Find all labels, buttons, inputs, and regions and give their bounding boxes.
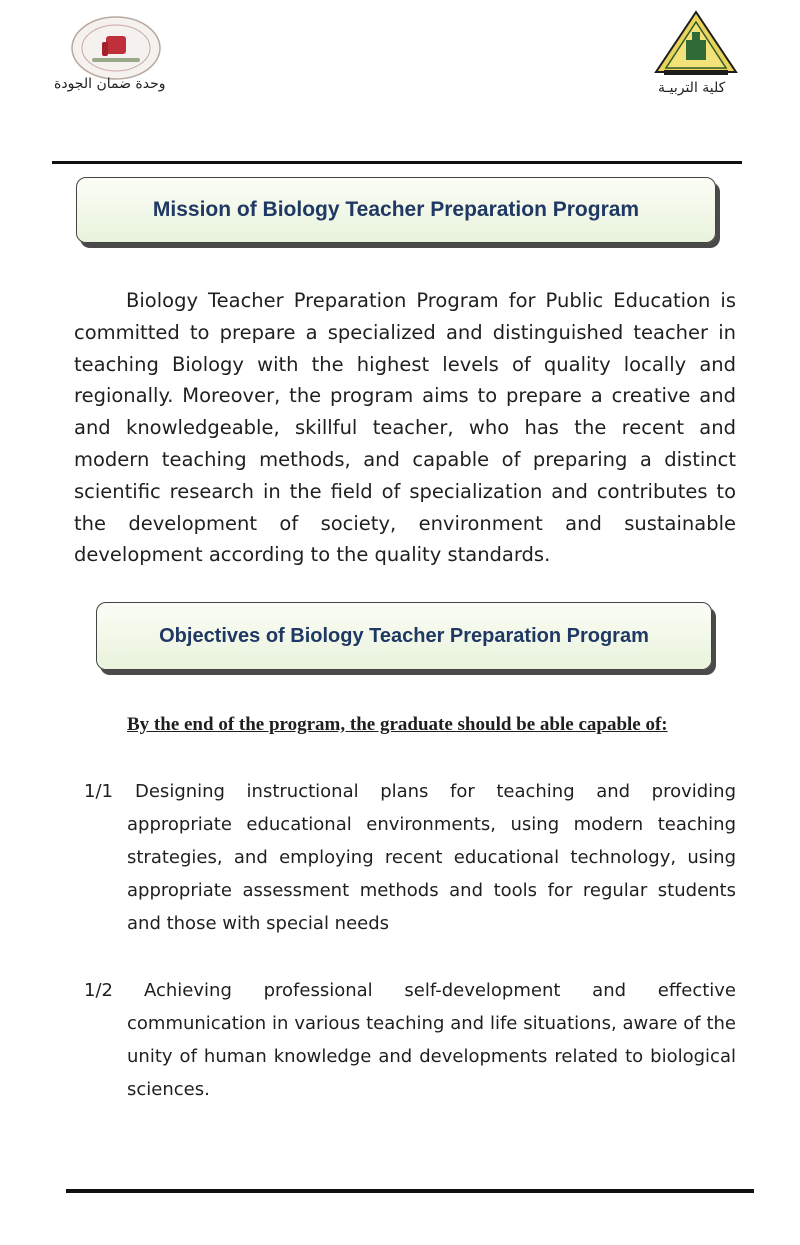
faculty-of-education-emblem-icon	[652, 10, 740, 78]
objective-text: Achieving professional self-development and effective communication in various teaching and life situations, aware of the unity of human knowledge and developments related to biological sciences.	[127, 980, 736, 1100]
objective-number: 1/1	[84, 781, 113, 802]
top-divider	[52, 161, 742, 164]
objective-text: Designing instructional plans for teaching and providing appropriate educational environments, using modern teaching strategies, and employing recent educational technology, using appropriate assessment methods and tools for regular students and those with special needs	[127, 781, 736, 934]
list-item	[84, 775, 736, 940]
mission-title-box	[76, 177, 716, 243]
list-item	[84, 974, 736, 1106]
objectives-lead: By the end of the program, the graduate should be able capable of:	[127, 714, 668, 735]
mission-title: Mission of Biology Teacher Preparation Program	[152, 198, 640, 221]
quality-unit-name: وحدة ضمان الجودة	[54, 76, 166, 92]
quality-assurance-seal-icon	[68, 14, 164, 82]
objectives-title: Objectives of Biology Teacher Preparation Program	[159, 624, 649, 647]
bottom-divider	[66, 1189, 754, 1193]
faculty-name: كلية التربيـة	[658, 80, 726, 96]
objectives-title-box	[96, 602, 712, 670]
mission-paragraph: Biology Teacher Preparation Program for Public Education is committed to prepare a specialized and distinguished teacher in teaching Biology with the highest levels of quality locally and regionally. Moreover, the program aims to prepare a creative and and knowledgeable, skillful teacher, who has the recent and modern teaching methods, and capable of preparing a distinct scientific research in the field of specialization and contributes to the development of society, environment and sustainable development according to the quality standards.	[74, 289, 736, 567]
objective-number: 1/2	[84, 980, 113, 1001]
